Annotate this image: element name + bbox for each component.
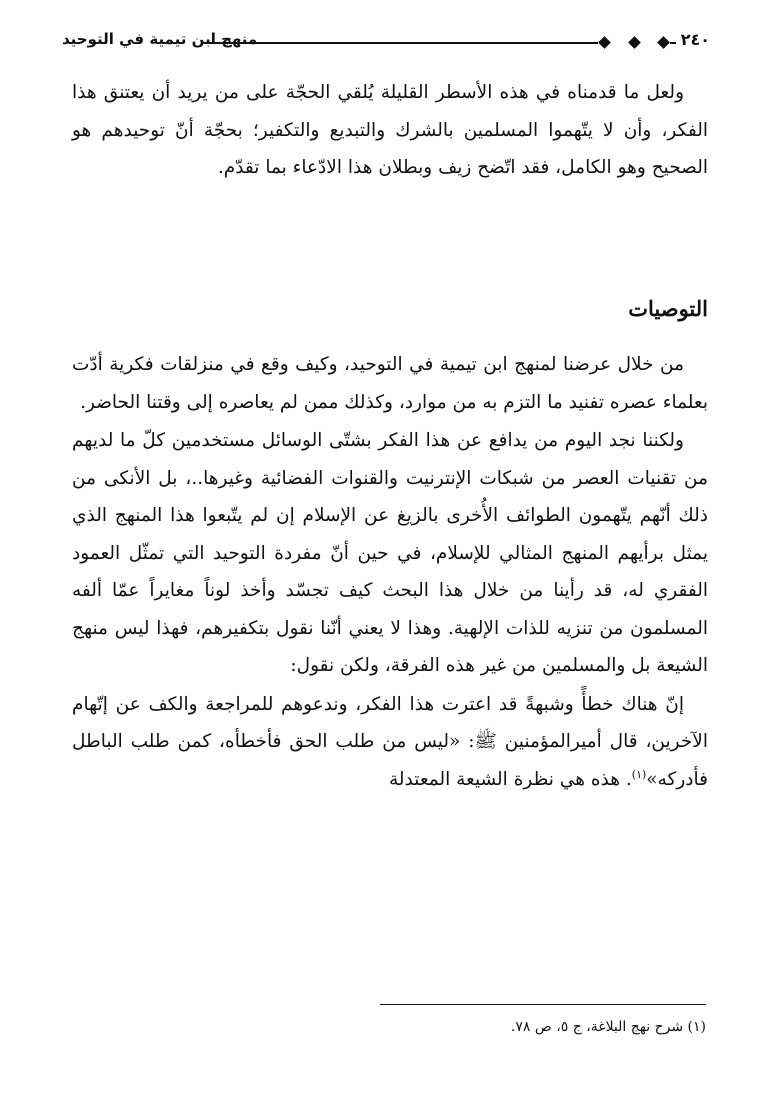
diamond-ornament-icon [598, 34, 670, 50]
footnote-rule [380, 1004, 706, 1005]
paragraph-with-footnote [72, 686, 708, 799]
intro-text [72, 74, 708, 187]
running-header [62, 28, 710, 58]
paragraph: من خلال عرضنا لمنهج ابن تيمية في التوحيد، وكيف وقع في منزلقات فكرية أدّت بعلماء عصره تفنيد ما التزم به من موارد، وكذلك ممن لم يعاصره إلى وقتنا الحاضر. [72, 354, 708, 413]
recommendations-text [72, 346, 708, 799]
paragraph: ولكننا نجد اليوم من يدافع عن هذا الفكر بشتّى الوسائل مستخدمين كلّ ما لديهم من تقنيات العصر من شبكات الإنترنيت والقنوات الفضائية وغيرها..، بل الأنكى من ذلك أنّهم يتّهمون الطوائف الأُخرى بالزيغ عن الإسلام إن لم يتّبعوا هذا المنهج الذي يمثل برأيهم المنهج المثالي للإسلام، في حين أنّ مفردة التوحيد التي تمثّل العمود الفقري له، قد رأينا من خلال هذا البحث كيف تجسّد وأخذ لوناً مغايراً عمّا ألفه المسلمون من تنزيه للذات الإلهية. وهذا لا يعني أنّنا نقول بتكفيرهم، فهذا ليس منهج الشيعة بل والمسلمين من غير هذه الفرقة، ولكن نقول: [72, 430, 708, 676]
footnote-marker[interactable]: (١) [631, 767, 647, 781]
footnote: (١) شرح نهج البلاغة، ج ٥، ص ٧٨. [510, 1019, 706, 1035]
intro-paragraph: ولعل ما قدمناه في هذه الأسطر القليلة يُلقي الحجّة على من يريد أن يعتنق هذا الفكر، وأن لا يتّهموا المسلمين بالشرك والتبديع والتكفير؛ بحجّة أنّ توحيدهم هو الصحيح وهو الكامل، فقد اتّضح زيف وبطلان هذا الادّعاء بما تقدّم. [72, 82, 708, 178]
paragraph-text-continued: . هذه هي نظرة الشيعة المعتدلة [388, 768, 632, 790]
page-number: ٢٤٠ [680, 30, 710, 49]
paragraph-text: إنّ هناك خطأً وشبهةً قد اعترت هذا الفكر، وندعوهم للمراجعة والكف عن إتّهام الآخرين، قال أميرالمؤمنين ﷺ: «ليس من طلب الحق فأخطأه، كمن طلب الباطل فأدركه» [72, 693, 708, 790]
section-heading: التوصيات [628, 296, 708, 321]
running-title: منهج ابن تيمية في التوحيد [62, 30, 258, 48]
